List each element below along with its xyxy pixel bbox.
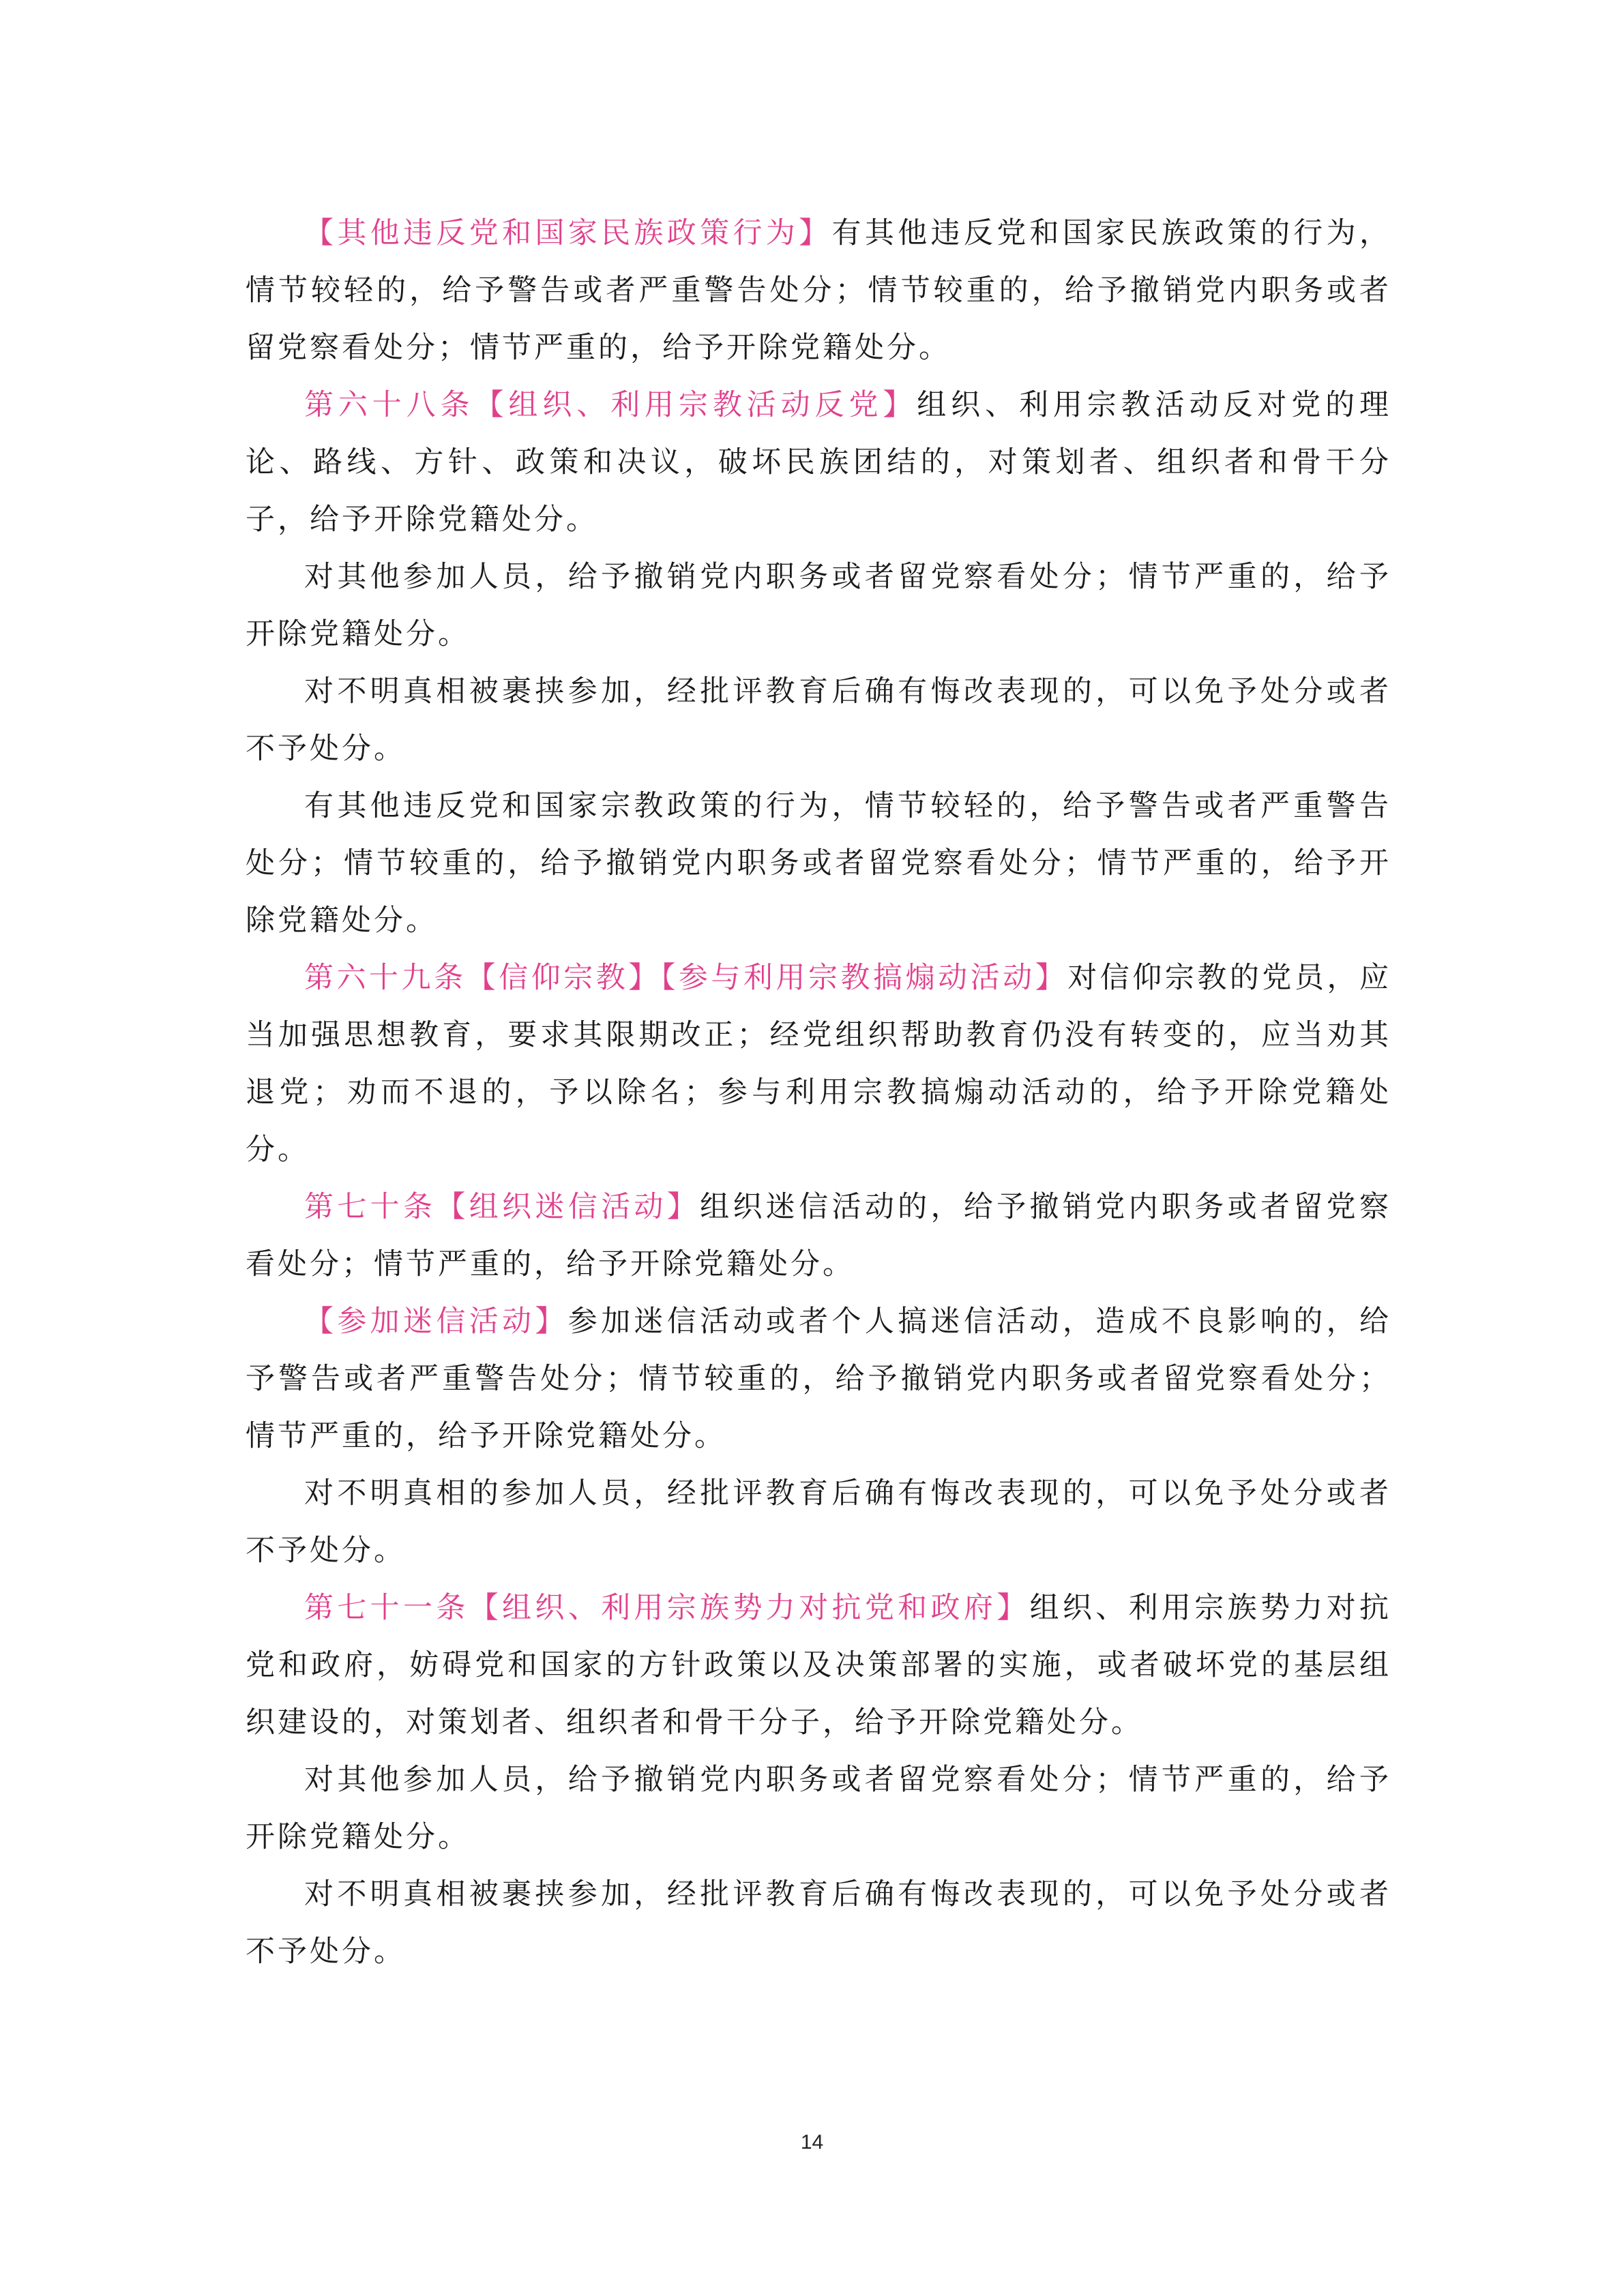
paragraph-text: 组织、利用宗族势力对抗党和政府，妨碍党和国家的方针政策以及决策部署的实施，或者破坏党的基层组织建设的，对策划者、组织者和骨干分子，给予开除党籍处分。 [246,1591,1391,1740]
paragraph-text: 对不明真相被裹挟参加，经批评教育后确有悔改表现的，可以免予处分或者不予处分。 [246,674,1391,766]
paragraph-article-68-coerced [246,663,1391,777]
paragraph-text: 对其他参加人员，给予撤销党内职务或者留党察看处分；情节严重的，给予开除党籍处分。 [246,560,1391,651]
article-heading: 第七十条【组织迷信活动】 [304,1190,700,1224]
article-heading: 【参加迷信活动】 [304,1304,568,1339]
paragraph-article-71 [246,1579,1391,1751]
paragraph-text: 参加迷信活动或者个人搞迷信活动，造成不良影响的，给予警告或者严重警告处分；情节较重的，给予撤销党内职务或者留党察看处分；情节严重的，给予开除党籍处分。 [246,1304,1391,1453]
paragraph-article-68-religious-policy [246,777,1391,949]
paragraph-article-70-participation [246,1293,1391,1465]
paragraph-article-70-uninformed [246,1465,1391,1579]
paragraph-text: 有其他违反党和国家宗教政策的行为，情节较轻的，给予警告或者严重警告处分；情节较重的，给予撤销党内职务或者留党察看处分；情节严重的，给予开除党籍处分。 [246,789,1391,938]
paragraph-article-68-other-participants [246,548,1391,663]
document-body [246,205,1391,1980]
paragraph-article-70 [246,1178,1391,1293]
page-number: 14 [800,2131,824,2153]
paragraph-text: 组织、利用宗教活动反对党的理论、路线、方针、政策和决议，破坏民族团结的，对策划者、组织者和骨干分子，给予开除党籍处分。 [246,388,1392,537]
paragraph-article-71-coerced [246,1866,1391,1980]
article-heading: 第六十九条【信仰宗教】【参与利用宗教搞煽动活动】 [304,961,1068,995]
article-heading: 【其他违反党和国家民族政策行为】 [304,216,832,250]
article-heading: 第六十八条【组织、利用宗教活动反党】 [304,388,917,422]
paragraph-article-68 [246,376,1391,548]
paragraph-article-69 [246,949,1391,1178]
article-heading: 第七十一条【组织、利用宗族势力对抗党和政府】 [304,1591,1030,1625]
paragraph-text: 对不明真相被裹挟参加，经批评教育后确有悔改表现的，可以免予处分或者不予处分。 [246,1877,1391,1969]
paragraph-text: 对不明真相的参加人员，经批评教育后确有悔改表现的，可以免予处分或者不予处分。 [246,1476,1391,1568]
paragraph-ethnic-policy [246,205,1391,376]
paragraph-text: 有其他违反党和国家民族政策的行为，情节较轻的，给予警告或者严重警告处分；情节较重的，给予撤销党内职务或者留党察看处分；情节严重的，给予开除党籍处分。 [246,216,1391,365]
paragraph-article-71-other-participants [246,1751,1391,1866]
paragraph-text: 组织迷信活动的，给予撤销党内职务或者留党察看处分；情节严重的，给予开除党籍处分。 [246,1190,1391,1281]
paragraph-text: 对信仰宗教的党员，应当加强思想教育，要求其限期改正；经党组织帮助教育仍没有转变的，应当劝其退党；劝而不退的，予以除名；参与利用宗教搞煽动活动的，给予开除党籍处分。 [246,961,1392,1167]
paragraph-text: 对其他参加人员，给予撤销党内职务或者留党察看处分；情节严重的，给予开除党籍处分。 [246,1763,1391,1854]
